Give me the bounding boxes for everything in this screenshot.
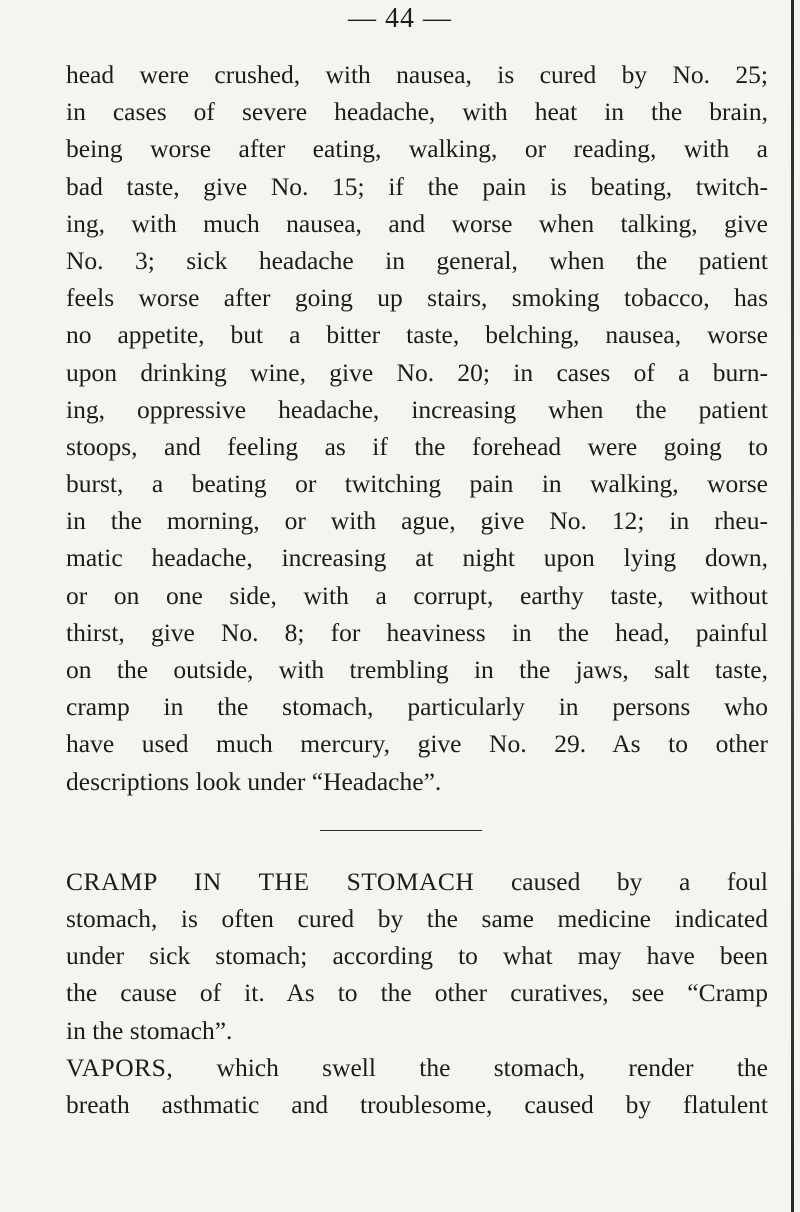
section-divider: [320, 830, 482, 831]
paragraph-lines: [66, 900, 768, 1049]
text-line: thirst, give No. 8; for heaviness in the head, painful: [66, 617, 768, 647]
text-line: breath asthmatic and troublesome, caused by flatulent: [66, 1089, 768, 1119]
text-line: the cause of it. As to the other curatives, see “Cramp: [66, 978, 768, 1008]
text-line: [66, 1049, 768, 1086]
text-line: in cases of severe headache, with heat in the brain,: [66, 97, 768, 127]
paragraph-lines: [66, 1086, 768, 1123]
text-line: in the morning, or with ague, give No. 12; in rheu-: [66, 506, 768, 536]
text-line: or on one side, with a corrupt, earthy taste, without: [66, 580, 768, 610]
paragraph-vapors: [66, 1049, 768, 1123]
text-line: under sick stomach; according to what may have been: [66, 941, 768, 971]
text-line: bad taste, give No. 15; if the pain is beating, twitch-: [66, 171, 768, 201]
page-edge-shadow: [791, 0, 794, 1212]
entry-heading-continuation: which swell the stomach, render the: [173, 1052, 768, 1082]
text-line: [66, 863, 768, 900]
entry-heading-cramp: CRAMP IN THE STOMACH: [66, 866, 475, 896]
entry-heading-continuation: caused by a foul: [474, 866, 768, 896]
text-line: ing, with much nausea, and worse when talking, give: [66, 208, 768, 238]
text-line: on the outside, with trembling in the jaws, salt taste,: [66, 655, 768, 684]
text-line: stoops, and feeling as if the forehead were going to: [66, 431, 768, 461]
text-line: no appetite, but a bitter taste, belching, nausea, worse: [66, 320, 768, 350]
text-line: No. 3; sick headache in general, when the patient: [66, 245, 768, 275]
text-line: have used much mercury, give No. 29. As to other: [66, 729, 768, 759]
text-line: head were crushed, with nausea, is cured by No. 25;: [66, 60, 768, 89]
text-line: being worse after eating, walking, or reading, with a: [66, 134, 768, 164]
text-line: upon drinking wine, give No. 20; in cases of a burn-: [66, 357, 768, 387]
text-line: cramp in the stomach, particularly in persons who: [66, 692, 768, 722]
text-line: in the stomach”.: [66, 1015, 233, 1045]
entry-heading-vapors: VAPORS,: [66, 1052, 174, 1082]
text-line: ing, oppressive headache, increasing when the patient: [66, 394, 768, 424]
text-line: feels worse after going up stairs, smoking tobacco, has: [66, 283, 768, 313]
text-line: matic headache, increasing at night upon lying down,: [66, 543, 768, 573]
text-line: burst, a beating or twitching pain in walking, worse: [66, 469, 768, 499]
paragraph-headache-remedies: [66, 56, 768, 800]
paragraph-cramp-in-stomach: [66, 863, 768, 1049]
text-line: stomach, is often cured by the same medicine indicated: [66, 903, 768, 933]
page-number: — 44 —: [348, 3, 452, 34]
text-line: descriptions look under “Headache”.: [66, 766, 442, 796]
page-body: [66, 56, 768, 1123]
